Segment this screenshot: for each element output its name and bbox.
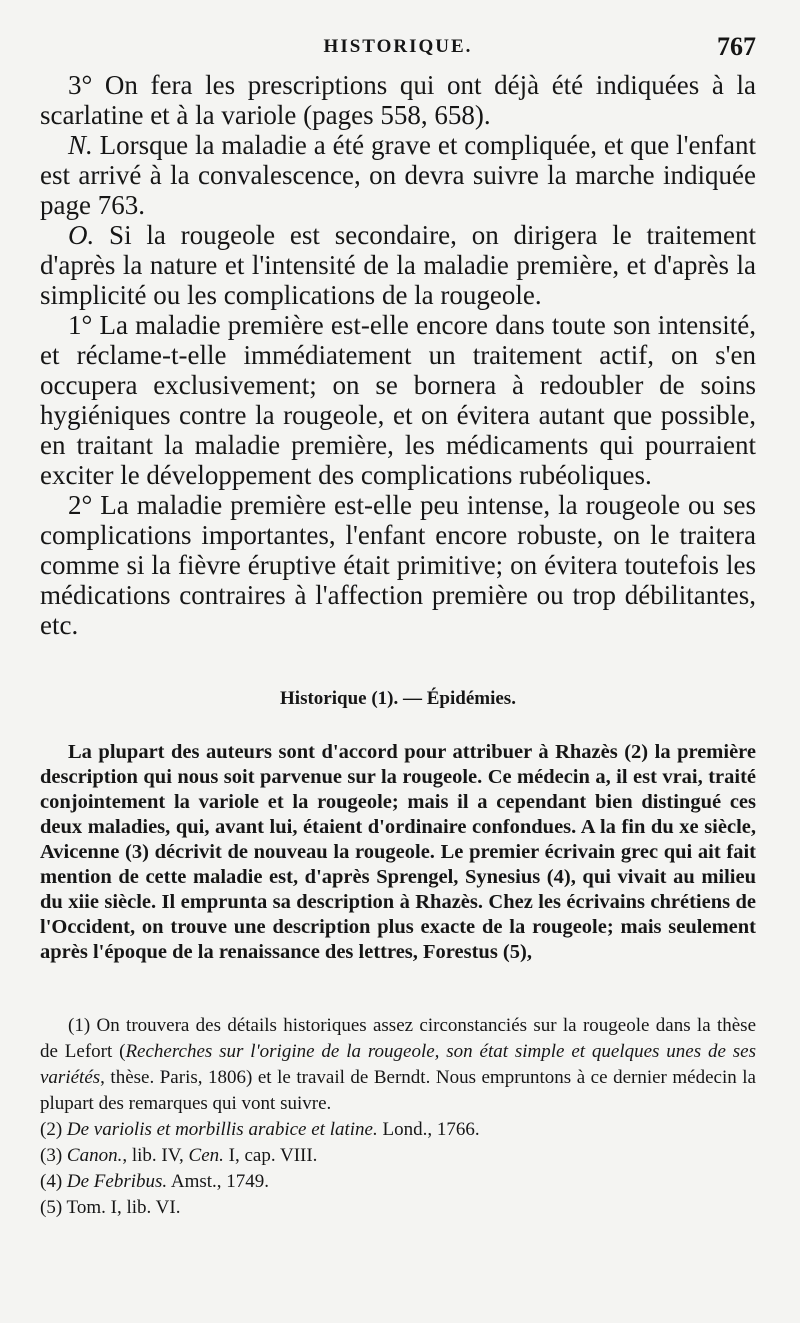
main-text xyxy=(40,70,756,640)
footnote-3-title: Canon. xyxy=(66,1145,123,1166)
footnote-4 xyxy=(40,1169,756,1195)
footnote-1-text-a: (1) On trouvera des détails historiques assez circonstanciés sur la rougeole dans la thèse de Lefort ( xyxy=(40,1015,756,1062)
footnote-2-title: De variolis et morbillis arabice et latine. xyxy=(66,1119,378,1140)
paragraph-n-convalescence xyxy=(40,130,756,220)
footnote-3-number: (3) xyxy=(40,1145,67,1166)
paragraph-2-mild: 2° La maladie première est-elle peu intense, la rougeole ou ses complications importantes, l'enfant encore robuste, on le traitera comme si la fièvre éruptive était primitive; on évitera toutefois les médications contraires à l'affection première ou trop débilitantes, etc. xyxy=(40,490,756,640)
footnote-1-title: Recherches sur l'origine de la rougeole, son état simple et quelques unes de ses variétés xyxy=(40,1041,757,1088)
footnote-3 xyxy=(40,1143,756,1169)
running-title: HISTORIQUE. xyxy=(323,36,473,57)
footnote-4-number: (4) xyxy=(40,1171,67,1192)
footnote-5: (5) Tom. I, lib. VI. xyxy=(40,1197,181,1218)
historique-text xyxy=(40,740,756,965)
footnote-1 xyxy=(40,1013,756,1117)
historique-paragraph: La plupart des auteurs sont d'accord pour attribuer à Rhazès (2) la première description qui nous soit parvenue sur la rougeole. Ce médecin a, il est vrai, traité conjointement la variole et la rougeole; mais il a cependant bien distingué ces deux maladies, qui, avant lui, étaient d'ordinaire confondues. A la fin du xe siècle, Avicenne (3) décrivit de nouveau la rougeole. Le premier écrivain grec qui ait fait mention de cette maladie est, d'après Sprengel, Synesius (4), qui vivait au milieu du xiie siècle. Il emprunta sa description à Rhazès. Chez les écrivains chrétiens de l'Occident, on trouve une description plus exacte de la rougeole; mais seulement après l'époque de la renaissance des lettres, Forestus (5), xyxy=(40,741,756,963)
paragraph-n-letter: N. xyxy=(68,130,93,160)
footnote-4-rest: Amst., 1749. xyxy=(167,1171,270,1192)
paragraph-1-intense: 1° La maladie première est-elle encore dans toute son intensité, et réclame-t-elle immédiatement un traitement actif, on s'en occupera exclusivement; on se bornera à redoubler de soins hygiéniques contre la rougeole, et on évitera autant que possible, en traitant la maladie première, les médicaments qui pourraient exciter le développement des complications rubéoliques. xyxy=(40,310,756,490)
section-heading: Historique (1). — Épidémies. xyxy=(280,688,516,709)
paragraph-n-text: Lorsque la maladie a été grave et compliquée, et que l'enfant est arrivé à la convalescence, on devra suivre la marche indiquée page 763. xyxy=(40,130,756,220)
paragraph-o-secondary xyxy=(40,220,756,310)
footnote-2-number: (2) xyxy=(40,1119,67,1140)
paragraph-3-prescriptions: 3° On fera les prescriptions qui ont déjà été indiquées à la scarlatine et à la variole (pages 558, 658). xyxy=(40,70,756,130)
footnote-1-text-b: , thèse. Paris, 1806) et le travail de Berndt. Nous empruntons à ce dernier médecin la plupart des remarques qui vont suivre. xyxy=(40,1067,756,1114)
running-head xyxy=(40,30,756,70)
footnotes xyxy=(40,1013,756,1221)
footnote-2 xyxy=(40,1117,756,1143)
paragraph-o-letter: O. xyxy=(68,220,95,250)
page-number: 767 xyxy=(717,32,756,61)
footnote-3-rest: I, cap. VIII. xyxy=(223,1145,318,1166)
footnote-4-title: De Febribus. xyxy=(66,1171,168,1192)
footnote-3-title2: Cen. xyxy=(188,1145,224,1166)
footnote-3-mid: , lib. IV, xyxy=(122,1145,189,1166)
footnote-2-rest: Lond., 1766. xyxy=(377,1119,480,1140)
paragraph-o-text: Si la rougeole est secondaire, on dirigera le traitement d'après la nature et l'intensité de la maladie première, et d'après la simplicité ou les complications de la rougeole. xyxy=(40,220,756,310)
